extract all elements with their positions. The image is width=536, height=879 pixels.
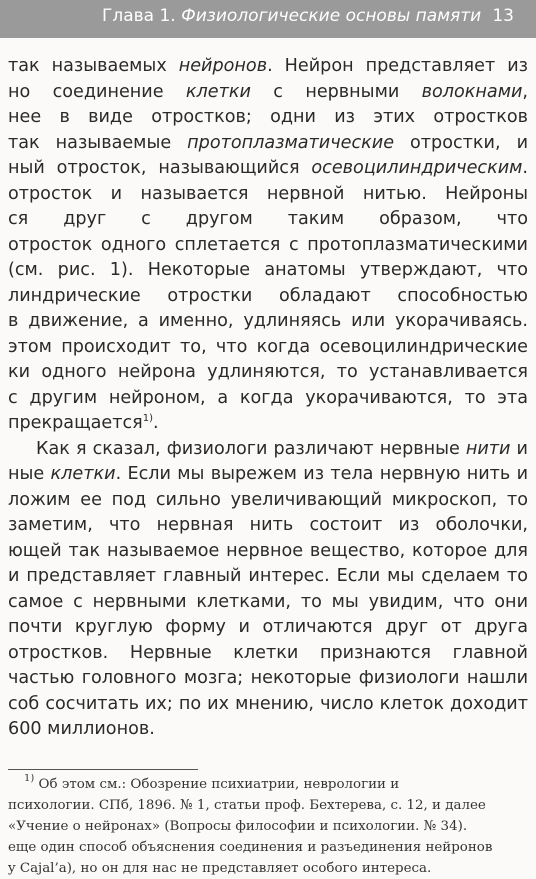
emphasized-term: клетки (185, 81, 251, 102)
text-run: . (522, 158, 528, 178)
text-line (8, 80, 528, 106)
text-line (8, 54, 528, 80)
text-line (8, 858, 528, 879)
text-run: отростков. Нервные клетки признаются главной (8, 642, 528, 663)
text-run: . (153, 413, 159, 433)
text-run: отросток одного сплетается с протоплазматическими (8, 234, 528, 255)
text-line (8, 207, 528, 233)
text-line (8, 795, 528, 816)
text-run: этом происходит то, что когда осевоцилиндрические (8, 336, 528, 357)
text-run: с другим нейроном, а когда укорачиваются, то эта (8, 387, 528, 408)
text-run: линдрические отростки обладают способностью (8, 285, 528, 306)
text-line (8, 666, 528, 692)
emphasized-term: нити (465, 438, 511, 459)
text-run: (см. рис. 1). Некоторые анатомы утверждают, что (8, 260, 528, 280)
text-run: так называемых (8, 56, 179, 76)
text-line (8, 692, 528, 718)
footnote-divider (8, 769, 198, 770)
text-run: с нервными (250, 81, 422, 102)
text-line (8, 360, 528, 386)
text-run: ные (8, 464, 51, 484)
emphasized-term: протоплазматические (187, 132, 395, 153)
main-text (8, 54, 528, 743)
text-line (8, 258, 528, 284)
text-run: в движение, а именно, удлиняясь или укорачиваясь. (8, 311, 528, 331)
text-run: самое с нервными клетками, то мы увидим, что они (8, 591, 528, 612)
text-line (8, 131, 528, 157)
text-line (8, 105, 528, 131)
text-line (8, 590, 528, 616)
emphasized-term: клетки (50, 464, 116, 484)
text-line (8, 335, 528, 361)
footnote-marker: 1) (24, 774, 35, 784)
text-line (8, 539, 528, 565)
text-run: и представляет главный интерес. Если мы сделаем то (8, 566, 528, 586)
text-line (8, 462, 528, 488)
text-line (8, 837, 528, 858)
text-run: прекращается (8, 413, 143, 433)
text-run: так называемые (8, 132, 188, 153)
text-run: y Cajal’a), но он для нас не представляет особого интереса. (8, 861, 432, 876)
text-line (8, 641, 528, 667)
text-line (8, 717, 528, 743)
emphasized-term: осевоцилиндрическим (311, 158, 523, 178)
page-number: 13 (492, 6, 514, 26)
text-run: и (516, 438, 528, 459)
text-run: ный отросток, называющийся (8, 158, 312, 178)
text-line (8, 513, 528, 539)
text-run: 600 миллионов. (8, 719, 155, 739)
text-run: . Нейрон представляет из (267, 56, 528, 76)
text-line (8, 564, 528, 590)
text-run: Об этом см.: Обозрение психиатрии, неврологии и (38, 777, 400, 792)
text-run: отросток и называется нервной нитью. Нейроны (8, 183, 528, 204)
chapter-heading (102, 6, 481, 26)
text-run: Как я сказал, физиологи различают нервные (36, 438, 466, 459)
text-line (8, 233, 528, 259)
text-run: заметим, что нервная нить состоит из оболочки, (8, 515, 528, 535)
text-run: но соединение (8, 81, 186, 102)
text-line (8, 284, 528, 310)
text-run: нее в виде отростков; одни из этих отростков (8, 107, 528, 127)
text-line (8, 309, 528, 335)
text-line (8, 816, 528, 837)
text-line (8, 774, 528, 795)
text-run: . Если мы вырежем из тела нервную нить и (115, 464, 528, 484)
emphasized-term: волокнами (421, 81, 523, 102)
text-run: психологии. СПб, 1896. № 1, статьи проф. Бехтерева, с. 12, и далее (8, 798, 486, 813)
text-run: ки одного нейрона удлиняются, то устанавливается (8, 362, 528, 382)
text-line (8, 182, 528, 208)
text-run: почти круглую форму и отличаются друг от друга (8, 617, 528, 637)
text-run: еще один способ объяснения соединения и разъединения нейронов (8, 840, 493, 855)
text-line (8, 615, 528, 641)
text-run: «Учение о нейронах» (Вопросы философии и психологии. № 34). (8, 819, 468, 834)
footnote-marker: 1) (142, 413, 154, 424)
text-run: ющей так называемое нервное вещество, которое для (8, 540, 528, 561)
text-run: ложим ее под сильно увеличивающий микроскоп, то (8, 489, 528, 510)
text-run: отростки, и (410, 132, 528, 153)
chapter-title: Физиологические основы памяти (181, 6, 482, 26)
text-run: ся друг с другом таким образом, что (8, 209, 528, 229)
emphasized-term: нейронов (178, 56, 268, 76)
text-run: соб сосчитать их; по их мнению, число клеток доходит (8, 693, 528, 714)
text-run: , (522, 81, 528, 102)
text-run: частью головного мозга; некоторые физиологи нашли (8, 668, 528, 688)
text-line (8, 437, 528, 463)
running-header (0, 0, 536, 38)
text-line (8, 411, 528, 437)
chapter-label: Глава 1. (102, 6, 176, 26)
text-line (8, 386, 528, 412)
text-line (8, 488, 528, 514)
text-line (8, 156, 528, 182)
footnote (8, 774, 528, 879)
